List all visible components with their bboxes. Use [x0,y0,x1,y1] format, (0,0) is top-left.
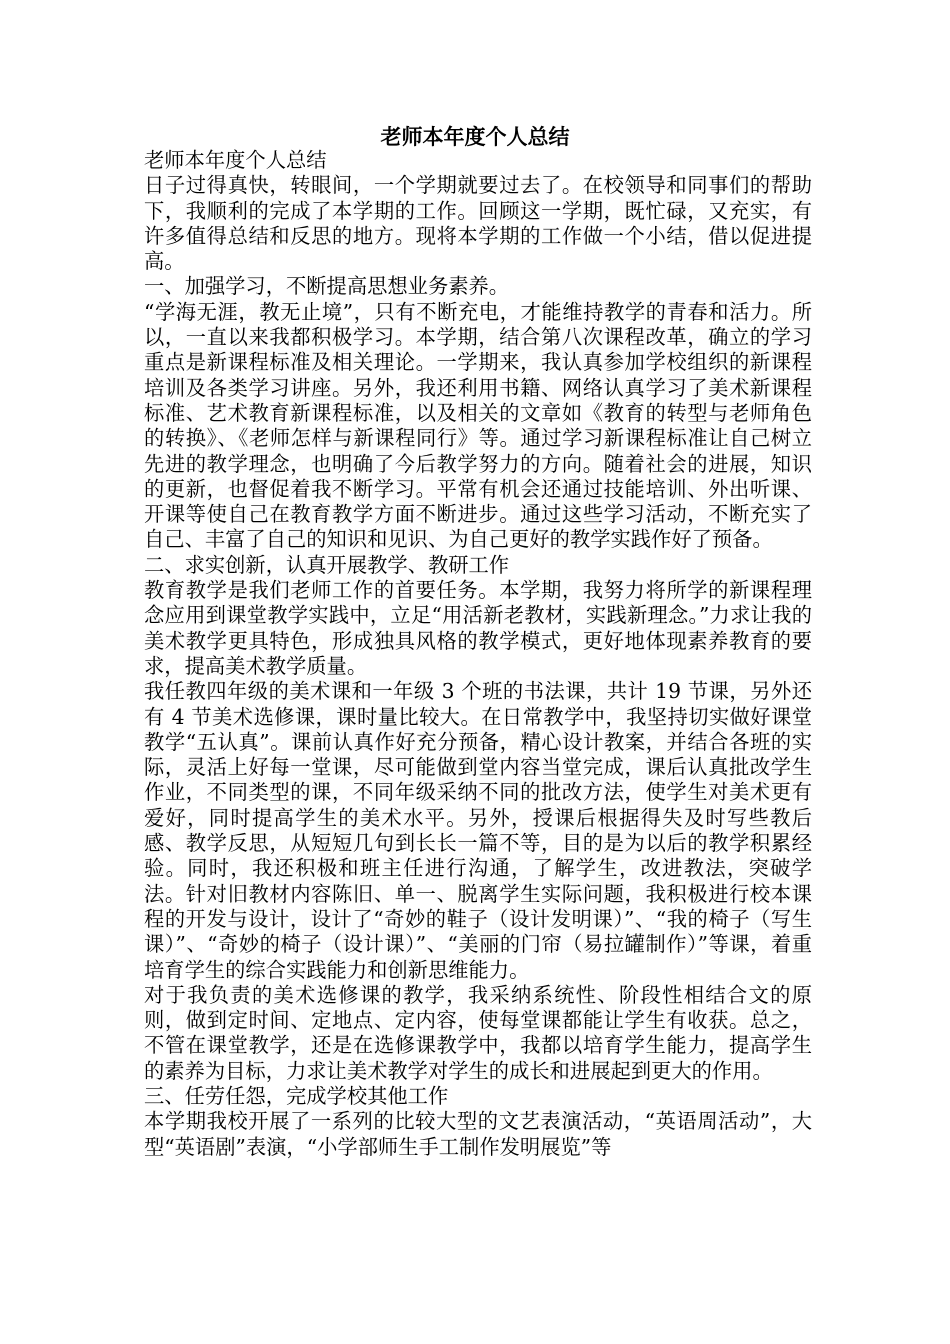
paragraph-teaching-intro: 教育教学是我们老师工作的首要任务。本学期，我努力将所学的新课程理念应用到课堂教学实践中，立足“用活新老教材，实践新理念。”力求让我的美术教学更具特色，形成独具风格的教学模式，更好地体现素养教育的要求，提高美术教学质量。 [144,578,812,678]
paragraph-teaching-detail: 我任教四年级的美术课和一年级 3 个班的书法课，共计 19 节课，另外还有 4 节美术选修课，课时量比较大。在日常教学中，我坚持切实做好课堂教学“五认真”。课前认真作好充分预备，精心设计教案，并结合各班的实际，灵活上好每一堂课，尽可能做到堂内容当堂完成，课后认真批改学生作业，不同类型的课，不同年级采纳不同的批改方法，使学生对美术更有爱好，同时提高学生的美术水平。另外，授课后根据得失及时写些教后感、教学反思，从短短几句到长长一篇不等，目的是为以后的教学积累经验。同时，我还积极和班主任进行沟通，了解学生，改进教法，突破学法。针对旧教材内容陈旧、单一、脱离学生实际问题，我积极进行校本课程的开发与设计，设计了“奇妙的鞋子（设计发明课）”、“我的椅子（写生课）”、“奇妙的椅子（设计课）”、“美丽的门帘（易拉罐制作）”等课，着重培育学生的综合实践能力和创新思维能力。 [144,679,812,982]
paragraph-learning: “学海无涯，教无止境”，只有不断充电，才能维持教学的青春和活力。所以，一直以来我都积极学习。本学期，结合第八次课程改革，确立的学习重点是新课程标准及相关理论。一学期来，我认真参加学校组织的新课程培训及各类学习讲座。另外，我还利用书籍、网络认真学习了美术新课程标准、艺术教育新课程标准，以及相关的文章如《教育的转型与老师角色的转换》、《老师怎样与新课程同行》等。通过学习新课程标准让自己树立先进的教学理念，也明确了今后教学努力的方向。随着社会的进展，知识的更新，也督促着我不断学习。平常有机会还通过技能培训、外出听课、开课等使自己在教育教学方面不断进步。通过这些学习活动，不断充实了自己、丰富了自己的知识和见识、为自己更好的教学实践作好了预备。 [144,299,812,552]
section-heading-1: 一、加强学习，不断提高思想业务素养。 [144,274,510,299]
document-title: 老师本年度个人总结 [380,124,570,149]
paragraph-other-work: 本学期我校开展了一系列的比较大型的文艺表演活动，“英语周活动”，大型“英语剧”表演，“小学部师生手工制作发明展览”等 [144,1109,812,1159]
paragraph-intro: 日子过得真快，转眼间，一个学期就要过去了。在校领导和同事们的帮助下，我顺利的完成了本学期的工作。回顾这一学期，既忙碌，又充实，有许多值得总结和反思的地方。现将本学期的工作做一个小结，借以促进提高。 [144,173,812,274]
section-heading-2: 二、求实创新，认真开展教学、教研工作 [144,552,510,577]
paragraph-elective: 对于我负责的美术选修课的教学，我采纳系统性、阶段性相结合文的原则，做到定时间、定地点、定内容，使每堂课都能让学生有收获。总之，不管在课堂教学，还是在选修课教学中，我都以培育学生能力，提高学生的素养为目标，力求让美术教学对学生的成长和进展起到更大的作用。 [144,982,812,1083]
document-body [144,148,812,1160]
subtitle-line: 老师本年度个人总结 [144,148,327,172]
section-heading-3: 三、任劳任怨，完成学校其他工作 [144,1083,449,1108]
